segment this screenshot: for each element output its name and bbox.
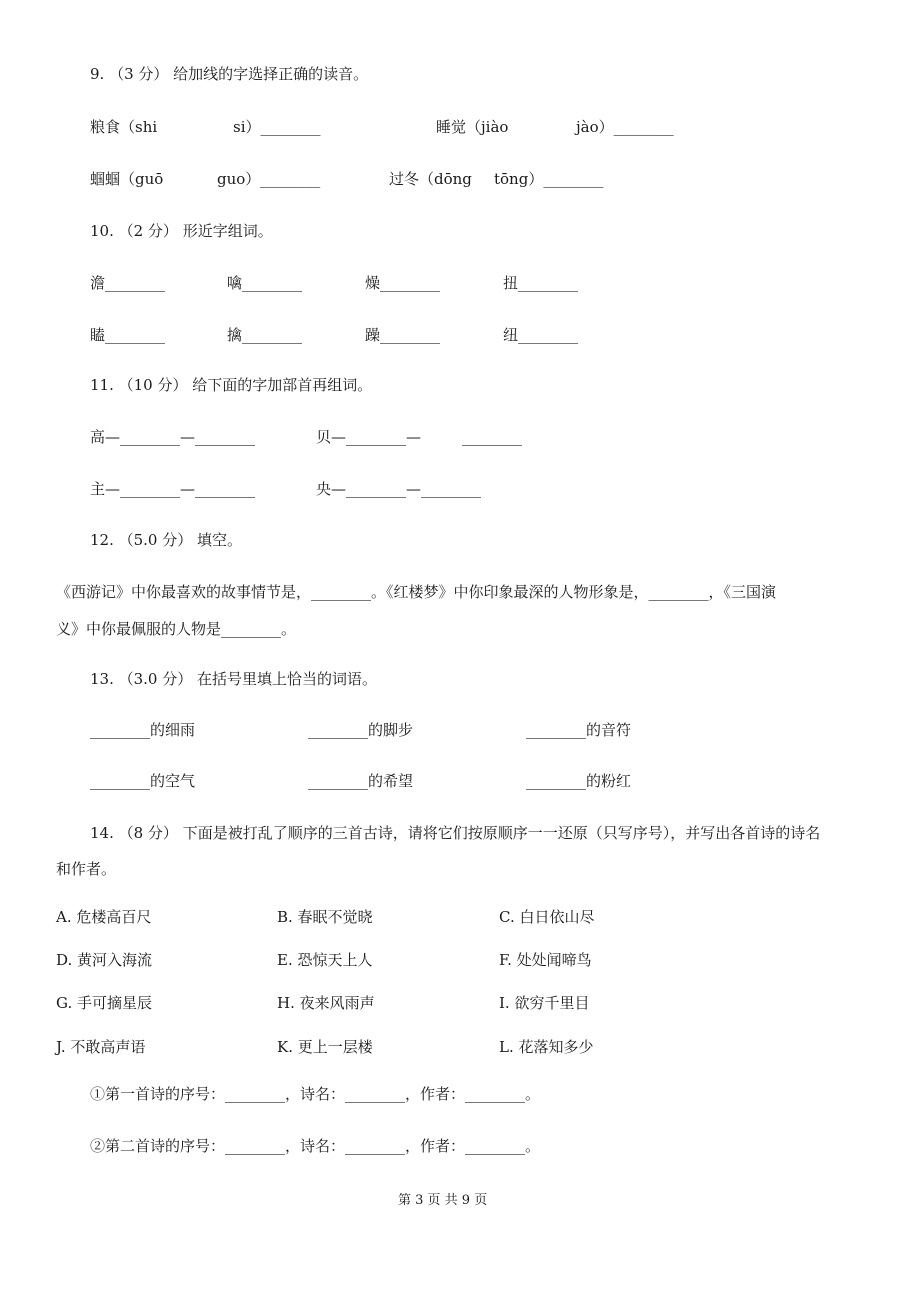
q13-item: ________的脚步: [308, 721, 414, 739]
q10-item: 澹________: [90, 274, 166, 292]
option-h: H. 夜来风雨声: [277, 994, 375, 1012]
q9-item: 过冬（dōng: [389, 170, 472, 188]
q13-item: ________的粉红: [526, 772, 632, 790]
q11-item: 贝—________—: [316, 428, 422, 446]
q10-item: 纽________: [503, 326, 579, 344]
q13-item: ________的希望: [308, 772, 414, 790]
q9-blank: tōng）________: [494, 170, 604, 188]
option-e: E. 恐惊天上人: [277, 951, 373, 969]
option-a: A. 危楼高百尺: [56, 908, 152, 926]
q10-item: 噙________: [227, 274, 303, 292]
option-k: K. 更上一层楼: [277, 1038, 373, 1056]
q11-item: 主—________—________: [90, 480, 256, 498]
q10-item: 燥________: [365, 274, 441, 292]
q10-item: 躁________: [365, 326, 441, 344]
q9-item: 粮食（shi: [90, 118, 158, 136]
q9-item: 蝈蝈（guō: [90, 170, 164, 188]
q11-item: 央—________—________: [316, 480, 482, 498]
q11-item: 高—________—________: [90, 428, 256, 446]
q9-blank: si）________: [233, 118, 321, 136]
q10-item: 擒________: [227, 326, 303, 344]
option-f: F. 处处闻啼鸟: [499, 951, 592, 969]
q9-blank: jào）________: [576, 118, 674, 136]
q9-blank: guo）________: [217, 170, 321, 188]
q10-item: 扭________: [503, 274, 579, 292]
q9-item: 睡觉（jiào: [436, 118, 509, 136]
q11-blank: ________: [462, 428, 522, 446]
q13-item: ________的音符: [526, 721, 632, 739]
option-c: C. 白日依山尽: [499, 908, 595, 926]
q13-item: ________的细雨: [90, 721, 196, 739]
option-i: I. 欲穷千里目: [499, 994, 590, 1012]
option-g: G. 手可摘星辰: [56, 994, 152, 1012]
q10-item: 瞌________: [90, 326, 166, 344]
option-l: L. 花落知多少: [499, 1038, 594, 1056]
option-b: B. 春眠不觉晓: [277, 908, 373, 926]
q13-item: ________的空气: [90, 772, 196, 790]
option-j: J. 不敢高声语: [56, 1038, 146, 1056]
option-d: D. 黄河入海流: [56, 951, 153, 969]
